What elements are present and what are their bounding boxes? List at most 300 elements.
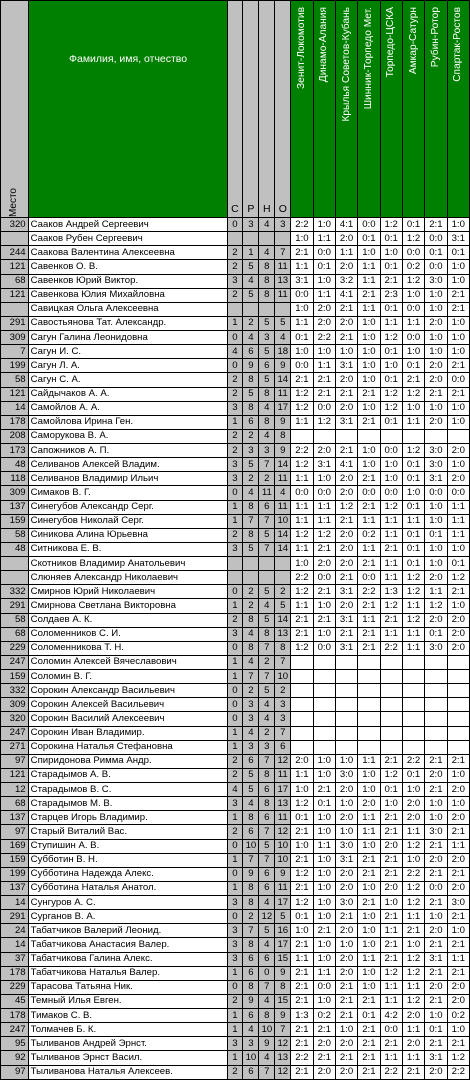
stat-cell: 7 [259,1065,275,1079]
result-cell: 2:1 [380,542,402,556]
result-cell: 2:0 [447,641,469,655]
table-row [1,486,470,500]
result-cell: 2:2 [291,1051,313,1065]
game-header: Динамо-Алания [313,1,335,218]
result-cell: 1:2 [380,768,402,782]
result-cell: 0:0 [380,444,402,458]
name-cell: Сапожников А. П. [28,444,227,458]
result-cell: 1:2 [380,500,402,514]
name-cell: Тарасова Татьяна Ник. [28,980,227,994]
name-cell: Ситникова Е. В. [28,542,227,556]
rank-cell: 271 [1,740,29,754]
result-cell: 1:3 [380,585,402,599]
result-cell: 2:1 [425,966,447,980]
result-cell: 1:0 [425,910,447,924]
result-cell: 3:1 [425,472,447,486]
name-cell: Савицкая Ольга Алексеевна [28,302,227,316]
result-cell: 0:1 [425,246,447,260]
result-cell: 1:1 [313,232,335,246]
result-cell: 1:1 [380,627,402,641]
result-cell: 1:0 [291,302,313,316]
stat-cell: 5 [243,542,259,556]
stat-cell: 8 [259,260,275,274]
result-cell: 1:0 [313,853,335,867]
table-row [1,458,470,472]
name-cell: Сагун Л. А. [28,359,227,373]
table-row [1,246,470,260]
result-cell [358,429,380,443]
table-row [1,966,470,980]
rank-cell: 24 [1,924,29,938]
result-cell: 2:1 [291,853,313,867]
rank-cell: 199 [1,359,29,373]
result-cell: 2:0 [313,444,335,458]
stat-cell [227,557,243,571]
result-cell: 2:0 [447,472,469,486]
result-cell: 2:1 [335,980,357,994]
stat-cell [259,557,275,571]
stat-cell: 13 [275,1051,291,1065]
result-cell [335,684,357,698]
result-cell [335,740,357,754]
rank-cell: 68 [1,274,29,288]
stat-cell: 9 [275,1009,291,1023]
result-cell: 2:1 [313,924,335,938]
table-row [1,768,470,782]
name-cell: Смирнова Светлана Викторовна [28,599,227,613]
result-cell [447,712,469,726]
result-cell: 0:1 [425,1023,447,1037]
name-cell: Старцев Игорь Владимир. [28,811,227,825]
result-cell [447,429,469,443]
rank-cell: 173 [1,444,29,458]
stat-cell: 2 [243,585,259,599]
game-header: Амкар-Сатурн [402,1,424,218]
table-row [1,1065,470,1079]
result-cell: 1:0 [335,345,357,359]
table-row [1,444,470,458]
result-cell [425,698,447,712]
stat-cell: 3 [243,698,259,712]
result-cell: 0:0 [291,486,313,500]
result-cell: 1:0 [313,825,335,839]
stat-cell: 8 [259,415,275,429]
table-row [1,825,470,839]
result-cell: 1:1 [291,952,313,966]
stat-cell: 7 [243,670,259,684]
result-cell: 0:0 [380,1023,402,1037]
stat-cell [275,302,291,316]
result-cell [291,429,313,443]
table-row [1,528,470,542]
stat-cell: 4 [259,698,275,712]
result-cell [425,429,447,443]
stat-cell: 11 [259,486,275,500]
name-cell: Сагун Галина Леонидовна [28,331,227,345]
result-cell: 1:0 [358,359,380,373]
stat-cell: 8 [243,980,259,994]
stat-cell: 2 [227,768,243,782]
rank-cell: 159 [1,514,29,528]
stat-cell: 0 [227,486,243,500]
result-cell: 4:1 [335,218,357,232]
stat-cell: 6 [243,754,259,768]
stat-cell: 15 [275,994,291,1008]
result-cell: 2:1 [291,994,313,1008]
result-cell: 1:1 [447,514,469,528]
table-row [1,218,470,232]
result-cell: 1:2 [402,571,424,585]
name-cell: Субботина Надежда Алекс. [28,867,227,881]
table-row [1,302,470,316]
name-cell: Синикова Алина Юрьевна [28,528,227,542]
result-cell: 1:2 [447,571,469,585]
result-cell: 2:0 [335,472,357,486]
result-cell: 1:0 [313,218,335,232]
result-cell: 1:0 [358,783,380,797]
result-cell: 2:0 [447,994,469,1008]
rank-cell: 14 [1,938,29,952]
name-cell: Ступишин А. В. [28,839,227,853]
table-row [1,910,470,924]
rank-cell: 159 [1,670,29,684]
result-cell: 2:1 [380,811,402,825]
rank-cell: 121 [1,768,29,782]
table-row [1,500,470,514]
result-cell: 1:0 [447,331,469,345]
result-cell [358,712,380,726]
result-cell: 0:1 [291,331,313,345]
stat-cell: 7 [259,670,275,684]
result-cell: 2:1 [358,896,380,910]
result-cell: 2:2 [291,218,313,232]
result-cell: 1:1 [313,839,335,853]
result-cell: 1:0 [447,768,469,782]
result-cell: 2:0 [335,599,357,613]
result-cell: 1:0 [425,514,447,528]
stat-cell: 7 [275,655,291,669]
result-cell: 1:0 [447,345,469,359]
result-cell: 2:1 [402,924,424,938]
result-cell: 0:1 [380,302,402,316]
rank-cell: 309 [1,331,29,345]
stat-cell: 0 [259,966,275,980]
result-cell: 1:0 [313,627,335,641]
table-row [1,641,470,655]
table-row [1,542,470,556]
result-cell: 1:2 [335,500,357,514]
table-row [1,571,470,585]
stat-cell: 3 [227,472,243,486]
result-cell [425,655,447,669]
result-cell: 2:0 [291,754,313,768]
result-cell: 1:2 [402,387,424,401]
result-cell: 1:1 [380,528,402,542]
result-cell: 1:0 [402,486,424,500]
result-cell: 0:1 [447,557,469,571]
result-cell: 1:2 [380,599,402,613]
result-cell: 0:1 [380,783,402,797]
rank-cell: 137 [1,811,29,825]
stat-cell: 2 [227,613,243,627]
result-cell: 0:1 [291,811,313,825]
rank-cell: 309 [1,698,29,712]
result-cell [402,712,424,726]
result-cell: 2:0 [313,302,335,316]
stat-cell: 5 [275,910,291,924]
result-cell: 1:0 [425,811,447,825]
rank-cell: 178 [1,1009,29,1023]
table-row [1,797,470,811]
stat-cell: 4 [243,486,259,500]
result-cell: 1:0 [313,896,335,910]
result-cell: 2:0 [335,373,357,387]
stat-cell: 3 [259,444,275,458]
stat-cell [243,232,259,246]
result-cell: 2:0 [425,359,447,373]
result-cell: 1:2 [380,218,402,232]
stat-cell: 4 [275,486,291,500]
rank-cell: 137 [1,500,29,514]
rank-cell: 97 [1,1065,29,1079]
result-cell: 0:1 [380,232,402,246]
result-cell: 2:1 [358,1065,380,1079]
rank-cell: 14 [1,401,29,415]
name-cell: Субботина Наталья Анатол. [28,881,227,895]
result-cell: 2:3 [380,288,402,302]
result-cell [335,429,357,443]
table-row [1,316,470,330]
result-cell: 0:1 [402,500,424,514]
result-cell [447,726,469,740]
table-row [1,429,470,443]
game-header: Зенит-Локомотив [291,1,313,218]
stat-cell: 7 [275,726,291,740]
stat-cell: 5 [259,528,275,542]
stat-cell: 14 [275,542,291,556]
stat-cell: 9 [275,444,291,458]
result-cell: 0:2 [313,1009,335,1023]
stat-cell: 8 [243,373,259,387]
result-cell: 2:0 [335,260,357,274]
rank-cell: 97 [1,754,29,768]
stat-cell: 4 [259,218,275,232]
result-cell: 3:0 [425,444,447,458]
stat-cell: 1 [227,514,243,528]
stat-cell: 2 [227,528,243,542]
result-cell: 3:0 [425,274,447,288]
stat-cell: 8 [259,387,275,401]
result-cell: 2:1 [358,641,380,655]
stat-cell: 3 [227,797,243,811]
result-cell: 1:1 [313,359,335,373]
rank-cell: 58 [1,528,29,542]
result-cell: 2:1 [335,444,357,458]
stat-cell: 4 [227,783,243,797]
stat-cell: 2 [227,373,243,387]
stat-cell: 9 [243,867,259,881]
result-cell: 1:1 [402,514,424,528]
stat-cell: 5 [243,458,259,472]
result-cell: 1:0 [291,232,313,246]
result-cell: 1:0 [425,557,447,571]
stat-cell: 2 [243,472,259,486]
name-cell: Соломенникова Т. Н. [28,641,227,655]
result-cell: 1:1 [358,811,380,825]
result-cell: 1:2 [402,274,424,288]
result-cell [313,429,335,443]
result-cell: 1:1 [358,952,380,966]
result-cell: 2:1 [358,1051,380,1065]
stat-cell: 1 [227,655,243,669]
result-cell: 3:0 [335,896,357,910]
stat-cell: 1 [227,670,243,684]
name-cell: Темный Илья Евген. [28,994,227,1008]
rank-cell: 291 [1,316,29,330]
rank-cell: 247 [1,655,29,669]
result-cell: 2:1 [291,613,313,627]
result-cell: 2:0 [402,1037,424,1051]
stat-cell: 11 [275,472,291,486]
result-cell: 2:0 [425,853,447,867]
result-cell: 2:1 [291,373,313,387]
result-cell: 1:0 [447,599,469,613]
stat-cell: 2 [227,429,243,443]
rank-cell: 247 [1,1023,29,1037]
stat-cell: 7 [259,853,275,867]
result-cell: 1:1 [447,528,469,542]
result-cell: 1:0 [425,500,447,514]
result-cell: 2:1 [447,966,469,980]
result-cell: 0:1 [380,260,402,274]
rank-cell [1,302,29,316]
name-cell: Старадымов В. С. [28,783,227,797]
table-row [1,740,470,754]
result-cell: 0:1 [402,218,424,232]
result-cell: 2:1 [447,754,469,768]
table-row [1,359,470,373]
stat-cell: 3 [227,924,243,938]
name-cell: Спиридонова Римма Андр. [28,754,227,768]
rank-cell: 229 [1,641,29,655]
stat-cell: 0 [227,331,243,345]
result-cell [358,670,380,684]
result-cell: 0:0 [425,486,447,500]
result-cell: 1:1 [291,599,313,613]
result-cell: 1:1 [335,246,357,260]
result-cell: 3:0 [335,839,357,853]
result-cell: 2:1 [380,867,402,881]
result-cell: 1:0 [402,938,424,952]
rank-cell [1,232,29,246]
table-row [1,994,470,1008]
name-cell: Тыливанов Эрнст Васил. [28,1051,227,1065]
rank-cell: 92 [1,1051,29,1065]
result-cell: 1:1 [380,1051,402,1065]
result-cell: 2:0 [335,924,357,938]
stat-cell: 8 [259,1009,275,1023]
result-cell: 1:0 [358,980,380,994]
name-cell: Савенков О. В. [28,260,227,274]
table-row [1,726,470,740]
result-cell: 1:1 [291,768,313,782]
table-row [1,373,470,387]
result-cell: 2:0 [313,1037,335,1051]
result-cell: 2:2 [291,571,313,585]
table-row [1,514,470,528]
rank-cell: 97 [1,825,29,839]
header-row [1,1,470,218]
result-cell: 2:1 [425,867,447,881]
result-cell [402,670,424,684]
result-cell: 1:1 [358,754,380,768]
stat-cell: 8 [243,613,259,627]
rank-cell [1,571,29,585]
name-cell: Синегубов Николай Серг. [28,514,227,528]
rank-cell: 48 [1,458,29,472]
result-cell: 2:1 [335,627,357,641]
stat-cell: 5 [259,613,275,627]
table-row [1,670,470,684]
stat-cell: 1 [227,500,243,514]
stat-cell: 10 [243,839,259,853]
result-cell: 1:1 [380,316,402,330]
result-cell [313,740,335,754]
result-cell: 2:1 [425,387,447,401]
result-cell: 2:0 [380,881,402,895]
result-cell [425,712,447,726]
result-cell: 2:1 [291,825,313,839]
result-cell [380,655,402,669]
name-cell: Старый Виталий Вас. [28,825,227,839]
result-cell: 2:2 [402,754,424,768]
table-row [1,415,470,429]
result-cell: 1:2 [291,387,313,401]
result-cell: 2:0 [425,415,447,429]
table-row [1,274,470,288]
stat-cell: 8 [275,641,291,655]
result-cell: 2:0 [335,881,357,895]
result-cell: 1:0 [447,316,469,330]
stat-cell: 6 [243,1065,259,1079]
stat-cell: 4 [227,345,243,359]
result-cell: 1:0 [402,853,424,867]
result-cell: 1:0 [291,924,313,938]
result-cell: 2:0 [335,232,357,246]
result-cell: 1:1 [291,500,313,514]
stat-cell: 4 [259,1051,275,1065]
result-cell: 2:0 [402,797,424,811]
result-cell: 1:1 [380,557,402,571]
stat-cell: 5 [259,345,275,359]
result-cell: 0:2 [358,528,380,542]
name-cell: Старадымов М. В. [28,797,227,811]
table-row [1,288,470,302]
stat-cell: 4 [259,429,275,443]
stat-cell: 12 [275,754,291,768]
result-cell: 2:1 [335,302,357,316]
stat-cell: 11 [275,387,291,401]
result-cell [291,684,313,698]
result-cell [313,698,335,712]
result-cell: 1:0 [425,288,447,302]
result-cell: 2:1 [358,853,380,867]
result-cell: 1:0 [402,401,424,415]
rank-cell: 121 [1,288,29,302]
result-cell [380,740,402,754]
result-cell: 1:1 [402,415,424,429]
result-cell: 1:0 [447,218,469,232]
